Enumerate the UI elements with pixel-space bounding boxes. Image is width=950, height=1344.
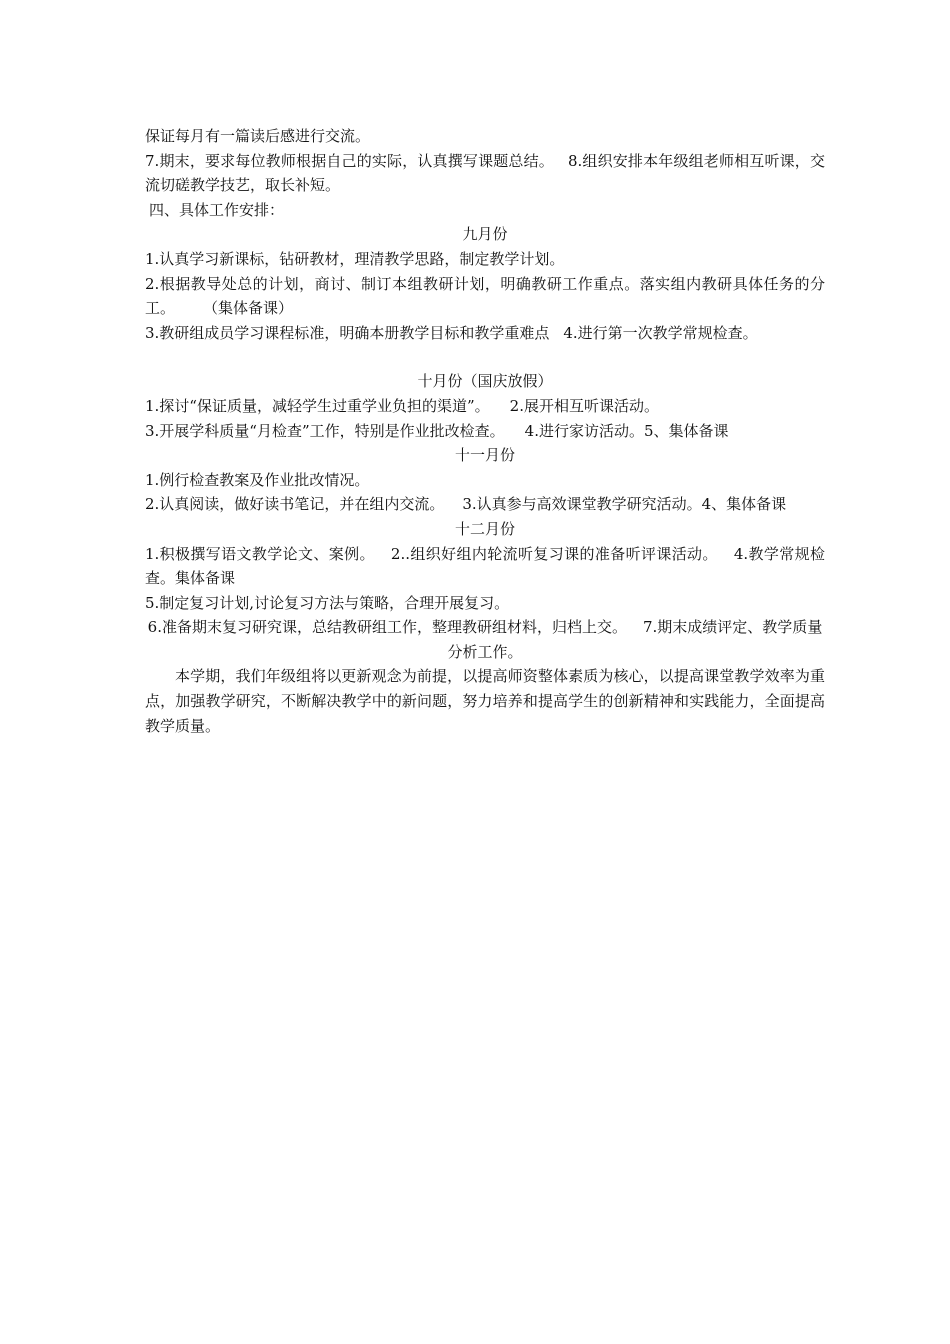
- text-september-title: 九月份: [462, 225, 508, 244]
- month-heading-september: [145, 222, 825, 247]
- text-november-item-1: 1.例行检查教案及作业批改情况。: [145, 470, 370, 489]
- month-heading-november: [145, 443, 825, 468]
- text-september-item-2: 2.根据教导处总的计划，商讨、制订本组教研计划，明确教研工作重点。落实组内教研具体任务的分工。: [145, 274, 825, 318]
- text-october-item-2: 2.展开相互听课活动。: [509, 396, 659, 415]
- text-september-item-4: 4.进行第一次教学常规检查。: [563, 323, 758, 342]
- text-item-8: 8.组织安排本年级组老师相互听课，交流切磋教学技艺，取长补短。: [145, 151, 825, 195]
- text-october-item-4-5: 4.进行家访活动。5、集体备课: [524, 421, 729, 440]
- paragraph-reading-exchange: [145, 124, 825, 149]
- text-december-item-6: 6.准备期末复习研究课，总结教研组工作，整理教研组材料，归档上交。: [147, 618, 627, 637]
- text-november-title: 十一月份: [454, 446, 515, 465]
- september-item-2: [145, 272, 825, 321]
- september-items-3-4: [145, 321, 825, 346]
- blank-line: [145, 345, 825, 369]
- text-november-item-3-4: 3.认真参与高效课堂教学研究活动。4、集体备课: [462, 495, 787, 514]
- text-item-7: 7.期末，要求每位教师根据自己的实际，认真撰写课题总结。: [145, 151, 554, 170]
- month-heading-october: [145, 369, 825, 394]
- text-december-item-2: 2..组织好组内轮流听复习课的准备听评课活动。: [390, 544, 718, 563]
- summary-paragraph: [145, 664, 825, 738]
- november-items-2-4: [145, 492, 825, 517]
- paragraph-items-7-8: [145, 149, 825, 198]
- text-september-group-prep: （集体备课）: [203, 299, 294, 318]
- text-december-item-7: 7.期末成绩评定、教学质量分析工作。: [447, 618, 823, 661]
- november-item-1: [145, 468, 825, 493]
- text-december-item-5: 5.制定复习计划,讨论复习方法与策略，合理开展复习。: [145, 593, 510, 612]
- text-october-item-3: 3.开展学科质量“月检查”工作，特别是作业批改检查。: [145, 421, 505, 440]
- september-item-1: [145, 247, 825, 272]
- text-october-title: 十月份（国庆放假）: [417, 372, 553, 391]
- text-december-item-4: 4.教学常规检查。集体备课: [145, 544, 825, 588]
- text-november-item-2: 2.认真阅读，做好读书笔记，并在组内交流。: [145, 495, 445, 514]
- text-reading-exchange: 保证每月有一篇读后感进行交流。: [145, 127, 371, 145]
- october-items-3-5: [145, 419, 825, 444]
- text-summary: 本学期，我们年级组将以更新观念为前提，以提高师资整体素质为核心，以提高课堂教学效率为重点，加强教学研究，不断解决教学中的新问题，努力培养和提高学生的创新精神和实践能力，全面提高教学质量。: [145, 667, 825, 735]
- text-september-item-3: 3.教研组成员学习课程标准，明确本册教学目标和教学重难点: [145, 323, 550, 342]
- text-october-item-1: 1.探讨“保证质量，减轻学生过重学业负担的渠道”。: [145, 396, 490, 415]
- text-september-item-1: 1.认真学习新课标，钻研教材，理清教学思路，制定教学计划。: [145, 249, 565, 268]
- december-item-5: [145, 591, 825, 616]
- text-december-title: 十二月份: [454, 519, 515, 538]
- december-items-1-4: [145, 542, 825, 591]
- text-section-heading: 四、具体工作安排：: [149, 200, 285, 219]
- text-december-item-1: 1.积极撰写语文教学论文、案例。: [145, 544, 375, 563]
- october-items-1-2: [145, 394, 825, 419]
- december-items-6-7: [145, 615, 825, 664]
- month-heading-december: [145, 517, 825, 542]
- document-page: [145, 124, 825, 738]
- section-heading-work-plan: [145, 198, 825, 223]
